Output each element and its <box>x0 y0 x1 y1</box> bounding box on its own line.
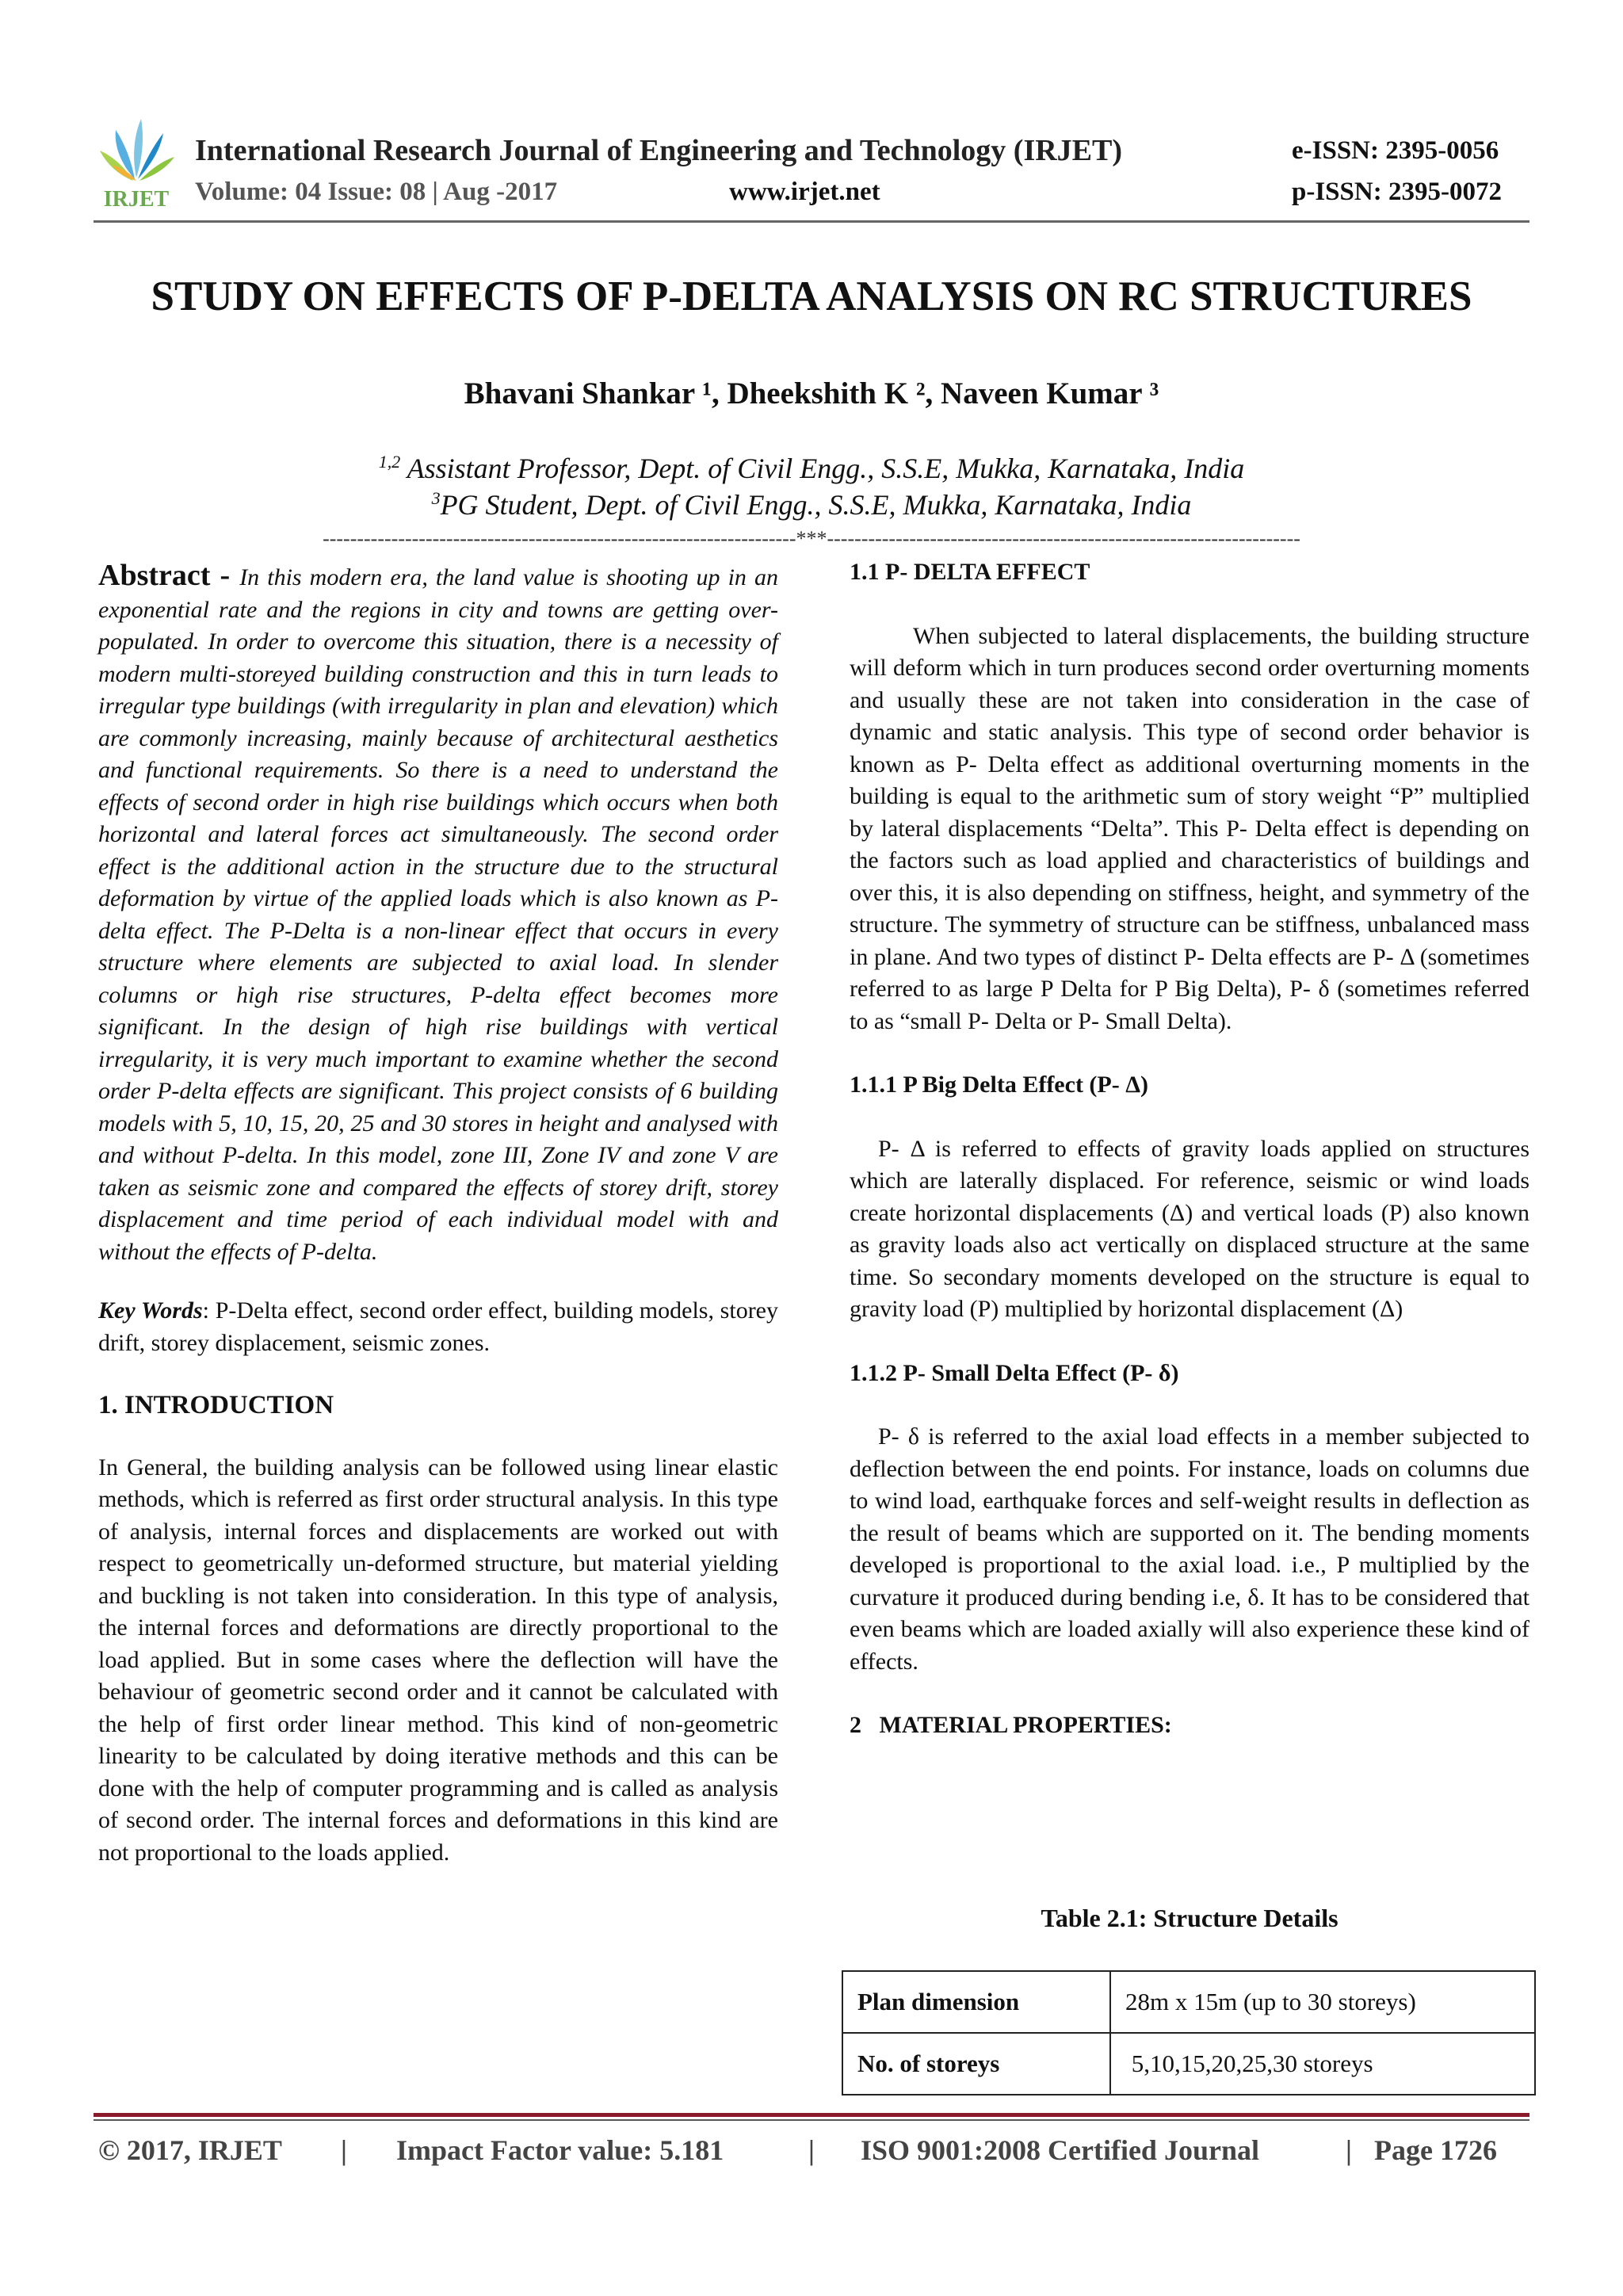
intro-heading: 1. INTRODUCTION <box>98 1391 334 1419</box>
footer-copyright: © 2017, IRJET <box>98 2134 282 2166</box>
logo-leaves-icon <box>100 119 174 181</box>
section-2-heading: 2 MATERIAL PROPERTIES: <box>850 1712 1172 1738</box>
table-row <box>842 2033 1535 2095</box>
affiliation-2-mark: 3 <box>431 488 441 508</box>
structure-details-table <box>842 1970 1536 2095</box>
journal-name: International Research Journal of Engineering and Technology (IRJET) <box>195 134 1123 167</box>
section-1-1-2-text: P- δ is referred to the axial load effects in a member subjected to deflection between the end points. For instance, loads on columns due to wind load, earthquake forces and self-weight results in deflection as the result of beams which are supported on it. The bending moments developed is proportional to the axial load. i.e., P multiplied by the curvature it produced during bending i.e, δ. It has to be considered that even beams which are loaded axially will also experience these kind of effects. <box>850 1423 1529 1675</box>
footer-separator: | <box>808 2134 815 2166</box>
abstract-label: Abstract - <box>98 559 240 592</box>
affiliation-1-mark: 1,2 <box>378 452 401 472</box>
footer-impact-factor: Impact Factor value: 5.181 <box>396 2134 724 2166</box>
section-1-1-1-text: P- Δ is referred to effects of gravity loads applied on structures which are laterally displaced. For reference, seismic or wind loads create horizontal displacements (Δ) and vertical loads (P) also known as gravity loads also act vertically on displaced structure at the same time. So secondary moments developed on the structure is equal to gravity load (P) multiplied by horizontal displacement (Δ) <box>850 1135 1529 1322</box>
left-column <box>98 560 778 1869</box>
table-cell-key: No. of storeys <box>842 2033 1110 2095</box>
affiliation-1-text: Assistant Professor, Dept. of Civil Engg., S.S.E, Mukka, Karnataka, India <box>400 453 1245 484</box>
table-cell-key: Plan dimension <box>842 1971 1110 2033</box>
section-1-1-text: When subjected to lateral displacements, the building structure will deform which in turn produces second order overturning moments and usually these are not taken into consideration in the case of dynamic and static analysis. This type of second order behavior is known as P- Delta effect as additional overturning moments in the building is equal to the arithmetic sum of story weight “P” multiplied by lateral displacements “Delta”. This P- Delta effect is depending on the factors such as load applied and characteristics of buildings and over this, it is also depending on stiffness, height, and symmetry of the structure. The symmetry of structure can be stiffness, unbalanced mass in plane. And two types of distinct P- Delta effects are P- Δ (sometimes referred to as large P Delta for P Big Delta), P- δ (sometimes referred to as “small P- Delta or P- Small Delta). <box>850 622 1529 1034</box>
section-1-1-heading: 1.1 P- DELTA EFFECT <box>850 559 1090 585</box>
authors: Bhavani Shankar ¹, Dheekshith K ², Naveen Kumar ³ <box>464 376 1159 411</box>
abstract <box>98 560 778 1268</box>
right-column <box>850 556 1529 1742</box>
paper-title: STUDY ON EFFECTS OF P-DELTA ANALYSIS ON RC STRUCTURES <box>151 273 1472 319</box>
intro-text: In General, the building analysis can be followed using linear elastic methods, which is referred as first order structural analysis. In this type of analysis, internal forces and displacements are worked out with respect to geometrically un-deformed structure, but material yielding and buckling is not taken into consideration. In this type of analysis, the internal forces and deformations are directly proportional to the load applied. But in some cases where the deflection will have the behaviour of geometric second order and it cannot be calculated with the help of first order linear method. This kind of non-geometric linearity to be calculated by doing iterative methods and this can be done with the help of computer programming and is called as analysis of second order. The internal forces and deformations in this kind are not proportional to the loads applied. <box>98 1454 778 1866</box>
eissn: e-ISSN: 2395-0056 <box>1292 136 1499 165</box>
affiliation-2-text: PG Student, Dept. of Civil Engg., S.S.E, Mukka, Karnataka, India <box>440 489 1192 521</box>
section-1-1-2-heading: 1.1.2 P- Small Delta Effect (P- δ) <box>850 1359 1179 1386</box>
pissn: p-ISSN: 2395-0072 <box>1292 178 1502 206</box>
irjet-logo <box>94 116 179 211</box>
abstract-text: In this modern era, the land value is shooting up in an exponential rate and the regions in city and towns are getting over-populated. In order to overcome this situation, there is a necessity of modern multi-storeyed building construction and this in turn leads to irregular type buildings (with irregularity in plan and elevation) which are commonly increasing, mainly because of architectural aesthetics and functional requirements. So there is a need to understand the effects of second order in high rise buildings which occurs when both horizontal and lateral forces act simultaneously. The second order effect is the additional action in the structure due to the structural deformation by virtue of the applied loads which is also known as P-delta effect. The P-Delta is a non-linear effect that occurs in every structure where elements are subjected to axial load. In slender columns or high rise structures, P-delta effect becomes more significant. In the design of high rise buildings with vertical irregularity, it is very much important to examine whether the second order P-delta effects are significant. This project consists of 6 building models with 5, 10, 15, 20, 25 and 30 stores in height and analysed with and without P-delta. In this model, zone III, Zone IV and zone V are taken as seismic zone and compared the effects of storey drift, storey displacement and time period of each individual model with and without the effects of P-delta. <box>98 564 778 1265</box>
keywords <box>98 1295 778 1359</box>
keywords-label: Key Words <box>98 1297 203 1324</box>
affiliation-2 <box>0 488 1623 521</box>
table-caption: Table 2.1: Structure Details <box>1041 1904 1338 1932</box>
page-footer <box>98 2134 1529 2167</box>
affiliation-1 <box>0 452 1623 485</box>
footer-rule-bottom <box>94 2119 1529 2121</box>
website-link[interactable]: www.irjet.net <box>729 178 880 206</box>
footer-separator: | <box>341 2134 347 2166</box>
logo-text: IRJET <box>103 187 170 211</box>
footer-iso: ISO 9001:2008 Certified Journal <box>861 2134 1259 2166</box>
separator-line: ---------------------------------------------------------------------***--------------------------------------------------------------------- <box>323 528 1300 550</box>
table-cell-value: 5,10,15,20,25,30 storeys <box>1110 2033 1535 2095</box>
table-row <box>842 1971 1535 2033</box>
volume-issue: Volume: 04 Issue: 08 | Aug -2017 <box>195 178 558 206</box>
footer-rule-top <box>94 2113 1529 2117</box>
keywords-text: : P-Delta effect, second order effect, building models, storey drift, storey displacement, seismic zones. <box>98 1297 778 1356</box>
section-1-1-1-heading: 1.1.1 P Big Delta Effect (P- Δ) <box>850 1072 1149 1098</box>
table-cell-value: 28m x 15m (up to 30 storeys) <box>1110 1971 1535 2033</box>
header-rule <box>94 220 1529 223</box>
footer-separator: | <box>1346 2134 1352 2166</box>
footer-page-number: Page 1726 <box>1374 2134 1497 2166</box>
